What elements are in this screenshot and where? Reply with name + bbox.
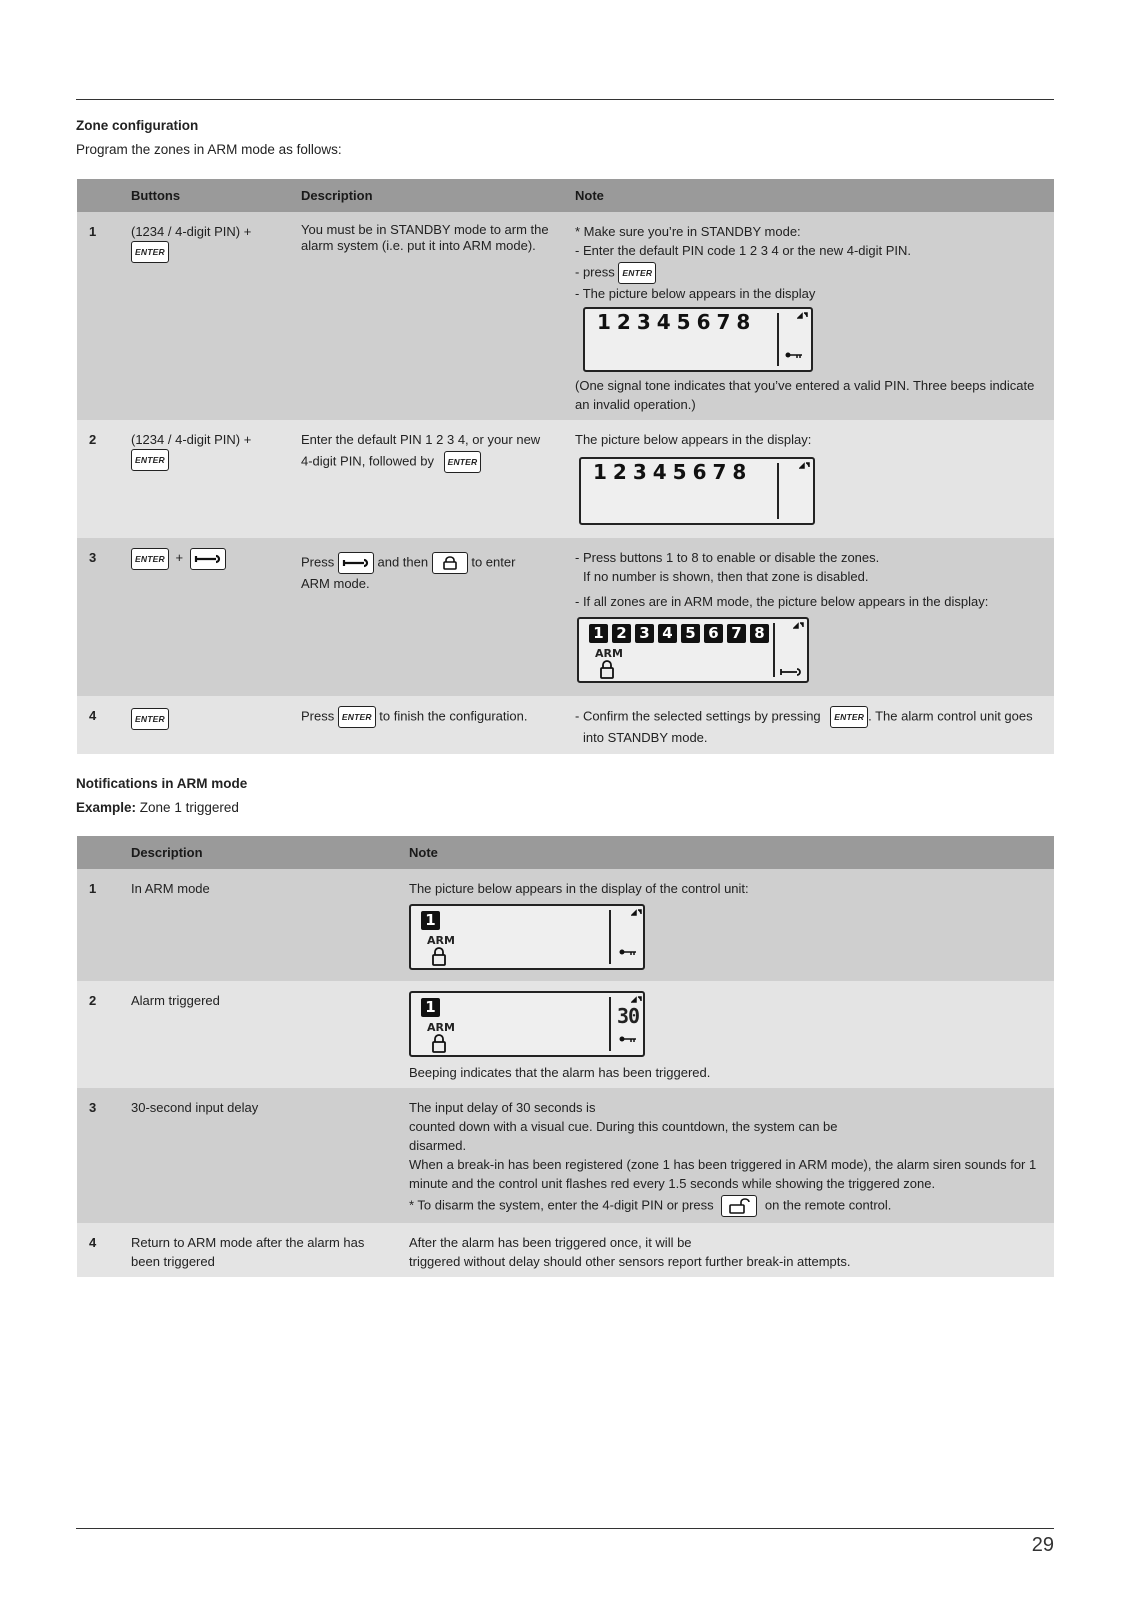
lcd-display: [583, 307, 813, 372]
note-line: When a break-in has been registered (zone 1 has been triggered in ARM mode), the alarm siren sounds for 1: [409, 1157, 1037, 1172]
note-line: minute and the control unit flashes red every 1.5 seconds while showing the triggered zone.: [409, 1176, 936, 1191]
table-row: [77, 1223, 1054, 1277]
header-rule: [76, 99, 1054, 100]
lcd-display: [409, 904, 645, 970]
description-text: and then: [377, 554, 429, 570]
row-number: 4: [77, 696, 123, 754]
zone-indicator: 1: [421, 911, 440, 930]
description-text: In ARM mode: [123, 869, 401, 981]
key-icon: [619, 1035, 637, 1043]
arm-label: ARM: [427, 934, 455, 947]
description-text: to enter: [471, 554, 516, 570]
zone-indicator: 5: [681, 624, 700, 643]
unlock-button: [721, 1195, 757, 1217]
description-text: Alarm triggered: [123, 981, 401, 1088]
note-line: on the remote control.: [764, 1197, 892, 1213]
zone-config-intro: Program the zones in ARM mode as follows:: [76, 142, 342, 157]
description-text: Press: [301, 708, 335, 724]
description-text: to finish the configuration.: [379, 708, 528, 724]
row-number: 1: [77, 212, 123, 420]
table-header-row: [77, 179, 1054, 212]
note-line: * Make sure you’re in STANDBY mode:: [575, 224, 801, 239]
note-line: disarmed.: [409, 1138, 467, 1153]
pin-plus-label: (1234 / 4-digit PIN) +: [131, 224, 252, 239]
table-row: [77, 869, 1054, 981]
key-icon: [619, 948, 637, 956]
header-description: Description: [293, 179, 567, 212]
note-line: * To disarm the system, enter the 4-digit PIN or press: [409, 1197, 714, 1213]
row-number: 2: [77, 981, 123, 1088]
enter-button: ENTER: [618, 262, 656, 284]
note-line: If no number is shown, then that zone is disabled.: [583, 569, 869, 584]
table-row: [77, 538, 1054, 696]
description-text: ARM mode.: [301, 576, 370, 591]
example-text: Zone 1 triggered: [139, 800, 239, 815]
enter-button: ENTER: [131, 449, 169, 471]
zone-indicator: 6: [704, 624, 723, 643]
page-number: 29: [1031, 1534, 1054, 1556]
enter-button: ENTER: [131, 708, 169, 730]
countdown-display: 30: [617, 1004, 640, 1028]
note-line: counted down with a visual cue. During this countdown, the system can be: [409, 1119, 838, 1134]
table-row: [77, 696, 1054, 754]
zone-config-table: [77, 179, 1054, 754]
row-number: 2: [77, 420, 123, 538]
enter-button: ENTER: [444, 451, 482, 473]
zone-indicator: 3: [635, 624, 654, 643]
note-line: - press: [575, 264, 615, 280]
wrench-icon: [342, 558, 370, 568]
signal-icon: [799, 462, 811, 470]
note-line: - If all zones are in ARM mode, the picture below appears in the display:: [575, 594, 989, 609]
note-line: The picture below appears in the display:: [575, 432, 812, 447]
lock-icon: [599, 659, 615, 679]
zone-indicator: 8: [750, 624, 769, 643]
lock-icon: [442, 556, 458, 570]
description-text: 30-second input delay: [123, 1088, 401, 1223]
notifications-title: Notifications in ARM mode: [76, 776, 248, 791]
note-line: The picture below appears in the display of the control unit:: [409, 881, 749, 896]
description-text: Return to ARM mode after the alarm has been triggered: [123, 1223, 401, 1277]
lcd-display: [577, 617, 809, 683]
note-line: - Enter the default PIN code 1 2 3 4 or the new 4-digit PIN.: [575, 243, 912, 258]
header-note: Note: [401, 836, 1054, 869]
description-text: 4-digit PIN, followed by: [301, 453, 434, 469]
unlock-icon: [727, 1198, 751, 1214]
lcd-digits: 12345678: [593, 460, 753, 484]
table-row: [77, 212, 1054, 420]
zone-indicator: 7: [727, 624, 746, 643]
header-buttons: Buttons: [123, 179, 293, 212]
key-icon: [785, 351, 803, 359]
note-line: Beeping indicates that the alarm has been triggered.: [409, 1065, 711, 1080]
example-label: Example:: [76, 800, 137, 815]
note-line: . The alarm control unit goes: [868, 708, 1033, 724]
enter-button: ENTER: [131, 548, 169, 570]
note-line: The input delay of 30 seconds is: [409, 1100, 596, 1115]
signal-icon: [793, 622, 805, 630]
description-text: You must be in STANDBY mode to arm the alarm system (i.e. put it into ARM mode).: [293, 212, 567, 420]
zone-indicators: [589, 624, 769, 643]
arm-label: ARM: [427, 1021, 455, 1034]
table-row: [77, 1088, 1054, 1223]
arm-label: ARM: [595, 647, 623, 660]
header-note: Note: [567, 179, 1054, 212]
note-line: - Press buttons 1 to 8 to enable or disable the zones.: [575, 550, 880, 565]
notifications-example: [76, 800, 239, 815]
wrench-button: [190, 548, 226, 570]
note-line: triggered without delay should other sensors report further break-in attempts.: [409, 1254, 851, 1269]
row-number: 4: [77, 1223, 123, 1277]
zone-config-title: Zone configuration: [76, 118, 199, 133]
zone-indicator: 1: [421, 998, 440, 1017]
enter-button: ENTER: [830, 706, 868, 728]
lcd-display: [579, 457, 815, 525]
row-number: 1: [77, 869, 123, 981]
wrench-button: [338, 552, 374, 574]
enter-button: ENTER: [338, 706, 376, 728]
note-line: into STANDBY mode.: [583, 730, 708, 745]
note-line: - The picture below appears in the display: [575, 286, 816, 301]
note-line: - Confirm the selected settings by pressing: [575, 708, 821, 724]
table-header-row: [77, 836, 1054, 869]
row-number: 3: [77, 538, 123, 696]
table-row: [77, 981, 1054, 1088]
row-number: 3: [77, 1088, 123, 1223]
wrench-icon: [194, 554, 222, 564]
table-row: [77, 420, 1054, 538]
pin-plus-label: (1234 / 4-digit PIN) +: [131, 432, 252, 447]
lock-button: [432, 552, 468, 574]
lock-icon: [431, 1033, 447, 1053]
plus-sign: +: [175, 550, 184, 566]
footer-rule: [76, 1528, 1054, 1529]
signal-icon: [631, 996, 643, 1004]
note-line: (One signal tone indicates that you’ve entered a valid PIN. Three beeps indicate an invalid operation.): [575, 378, 1035, 412]
note-line: After the alarm has been triggered once, it will be: [409, 1235, 692, 1250]
lcd-digits: 12345678: [597, 310, 757, 334]
zone-indicator: 1: [589, 624, 608, 643]
lcd-display: [409, 991, 645, 1057]
lock-icon: [431, 946, 447, 966]
wrench-icon: [779, 667, 803, 677]
signal-icon: [797, 312, 809, 320]
notifications-table: [77, 836, 1054, 1277]
zone-indicator: 4: [658, 624, 677, 643]
enter-button: ENTER: [131, 241, 169, 263]
description-text: Press: [301, 554, 335, 570]
header-description: Description: [123, 836, 401, 869]
signal-icon: [631, 909, 643, 917]
zone-indicator: 2: [612, 624, 631, 643]
description-text: Enter the default PIN 1 2 3 4, or your new: [301, 432, 541, 447]
